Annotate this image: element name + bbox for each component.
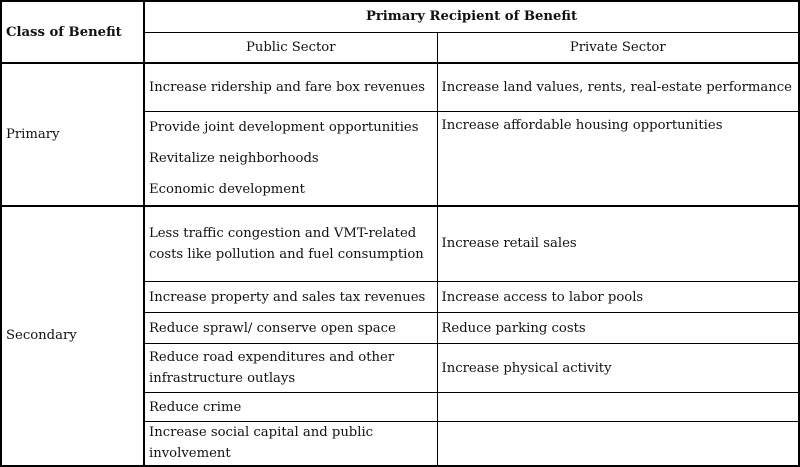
primary-private-cell: Increase land values, rents, real-estate performance <box>437 63 799 111</box>
secondary-public-cell: Less traffic congestion and VMT-related costs like pollution and fuel consumption <box>144 206 437 282</box>
private-sector-header: Private Sector <box>437 32 799 63</box>
secondary-public-cell: Reduce crime <box>144 393 437 422</box>
secondary-public-cell: Reduce road expenditures and other infrastructure outlays <box>144 344 437 393</box>
secondary-public-cell: Increase property and sales tax revenues <box>144 282 437 313</box>
primary-public-cell <box>144 111 437 206</box>
secondary-public-cell: Reduce sprawl/ conserve open space <box>144 313 437 344</box>
secondary-public-cell: Increase social capital and public involvement <box>144 422 437 466</box>
primary-private-cell: Increase affordable housing opportunities <box>437 111 799 206</box>
primary-recipient-header: Primary Recipient of Benefit <box>144 1 799 32</box>
primary-public-item: Provide joint development opportunities <box>149 119 419 135</box>
secondary-private-cell <box>437 393 799 422</box>
primary-class-label: Primary <box>1 63 144 206</box>
secondary-private-cell: Increase physical activity <box>437 344 799 393</box>
secondary-private-cell <box>437 422 799 466</box>
primary-public-item: Economic development <box>149 181 305 197</box>
secondary-private-cell: Increase retail sales <box>437 206 799 282</box>
secondary-class-label: Secondary <box>1 206 144 466</box>
primary-public-cell: Increase ridership and fare box revenues <box>144 63 437 111</box>
secondary-private-cell: Increase access to labor pools <box>437 282 799 313</box>
secondary-private-cell: Reduce parking costs <box>437 313 799 344</box>
public-sector-header: Public Sector <box>144 32 437 63</box>
class-of-benefit-header: Class of Benefit <box>1 1 144 63</box>
primary-public-item: Revitalize neighborhoods <box>149 150 319 166</box>
